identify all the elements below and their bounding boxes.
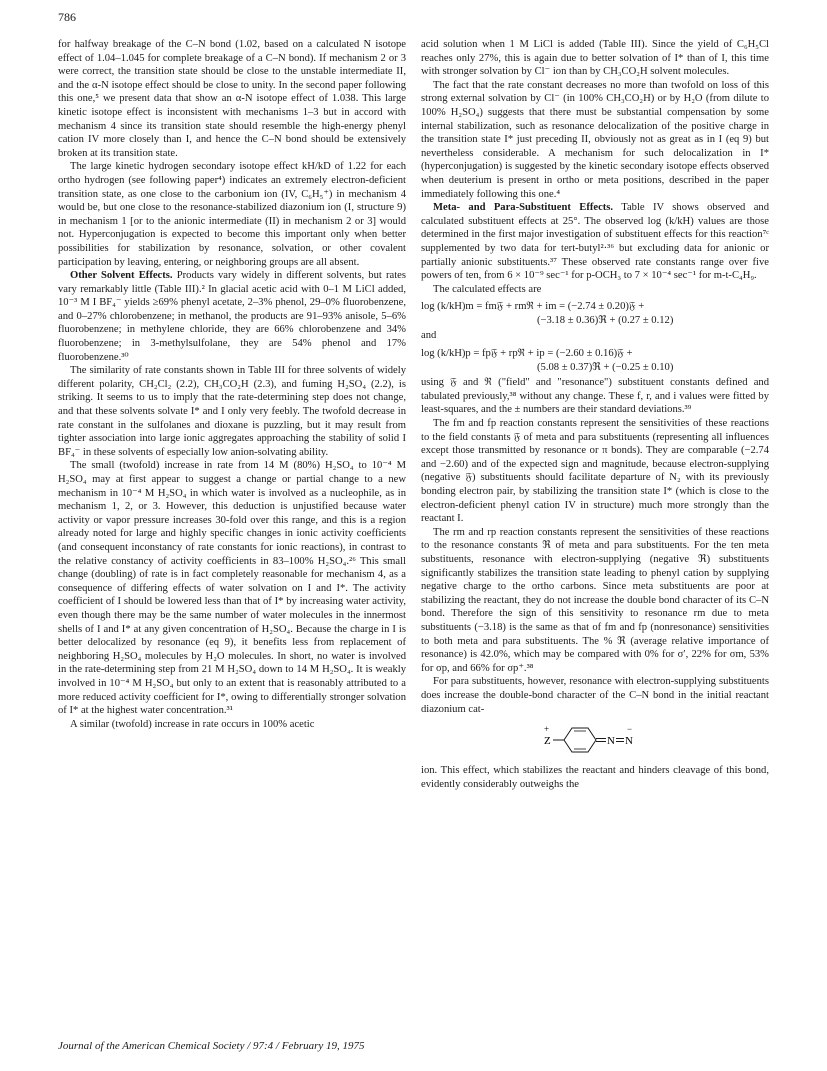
equation-and-word: and: [421, 330, 437, 342]
right-column-text-c: [421, 764, 769, 791]
paragraph-text: The small (twofold) increase in rate from 14 M (80%) H₂SO₄ to 10⁻⁴ M H₂SO₄ may at first appear to suggest a change or partial change to a new mechanism in 10⁻⁴ M H₂SO₄ in which water is involved as a nucleophile, as in mechanism 1, 2, or 3. However, this deduction is unjustified because water activity or vapor pressure increases 30-fold over this range, and this is a region already noted for large and highly specific changes in ionic activity coefficients (and consequent inconstancy of rate constants for ionic reactions), in contrast to the relative constancy of activity coefficients in 83–100% H₂SO₄.²⁶ This small change (doubling) of rate is in fact completely reasonable for mechanism 4, as a consequence of differing effects of water solvation on I and I*. The activity coefficient of I should be lowered less than that of I* by increasing water activity, even though there may be the same number of water molecules in the innermost shells of I and I* at any given concentration of H₂SO₄. Because the charge in I is better delocalized by resonance (eq 9), it benefits less from replacement of neighboring H₂SO₄ molecules by H₂O molecules. In short, no water is involved in the rate-determining step from 21 M H₂SO₄ down to 14 M H₂SO₄. It is weakly involved in 10⁻⁴ M H₂SO₄ but only to an extent that is reasonably attributed to a more reduced activity coefficient for I*, owing to differentially stronger solvation of I* at the highest water concentration.³¹: [58, 460, 406, 717]
structure-minus-label: −: [627, 724, 633, 735]
equation-meta-line2: (−3.18 ± 0.36)ℜ + (0.27 ± 0.12): [537, 314, 674, 326]
left-column: [58, 38, 406, 731]
paragraph: [58, 38, 406, 160]
paragraph-text: The fact that the rate constant decreases no more than twofold on loss of this strong external solvation by Cl⁻ (in 100% CH₃CO₂H) or by H₂O (from dilute to 100% H₂SO₄) suggests that there must be substantial compensation by some internal stabilization, such as resonance delocalization of the positive charge in the transition state I* just preceding II, obviously not as great as in I (eq 9) but nevertheless considerable. A mechanism for such delocalization in I* (hyperconjugation) is suggested by the kinetic secondary isotope effects observed when deuterium is present in ortho or meta positions, described in the paper immediately following this one.⁴: [421, 79, 769, 200]
right-column-text-b: [421, 376, 769, 716]
paragraph: [421, 526, 769, 676]
paragraph-text: Table IV shows observed and calculated substituent effects at 25°. The observed log (k/kH) values are those determined in the first major investigation of substituent effects for this reaction⁷ᶜ supplemented by two data for tert-butyl²·³⁶ but excluding data for anionic or partially anionic substituents.³⁷ These observed rate constants range over five powers of ten, from 6 × 10⁻⁹ sec⁻¹ for p-OCH₃ to 7 × 10⁻⁴ sec⁻¹ for m-t-C₄H₉.: [421, 202, 769, 282]
paragraph: [421, 283, 769, 297]
paragraph-text: For para substituents, however, resonance with electron-supplying substituents does increase the double-bond character of the C–N bond in the initial reactant diazonium cat-: [421, 676, 769, 715]
page-number: 786: [58, 10, 76, 24]
structure-plus-label: +: [544, 724, 550, 735]
equation-para-line1: log (k/kH)p = fp𝔉 + rpℜ + ip = (−2.60 ± 0.16)𝔉 +: [421, 348, 633, 360]
paragraph-text: A similar (twofold) increase in rate occurs in 100% acetic: [70, 718, 315, 730]
section-paragraph: [58, 269, 406, 364]
right-column: [421, 38, 769, 791]
paragraph: [58, 364, 406, 459]
paragraph: [421, 417, 769, 526]
diazonium-structure-figure: [540, 722, 650, 756]
paragraph-text: for halfway breakage of the C–N bond (1.02, based on a calculated N isotope effect of 1.04–1.045 for complete breakage of a C–N bond). If mechanism 2 or 3 were correct, the transition state should be close to the unstable intermediate II, and the α-N isotope effect should be close to unity. In the second paper following this one,⁵ we present data that show an α-N isotope effect of 1.038. This large kinetic isotope effect is inconsistent with mechanisms 1–3 but in accord with mechanism 4 since its transition state should resemble the high-energy phenyl cation IV more closely than I, and hence the C–N bond should be extensively broken at its transition state.: [58, 39, 406, 159]
paragraph-text: The fm and fp reaction constants represent the sensitivities of these reactions to the field constants 𝔉 of meta and para substituents (representing all influences except those transmitted by resonance or π bonds). They are comparable (−2.74 and −2.60) and of the expected sign and magnitude, because electron-supplying (negative 𝔉) substituents should facilitate departure of N₂ with its previously bonding electron pair, by stabilizing the transition state I* (which is close to the electron-deficient phenyl cation IV in structure) much more strongly than the reactant I.: [421, 418, 769, 525]
structure-ring: [564, 728, 596, 752]
equation-meta: [421, 300, 769, 327]
paragraph: [421, 376, 769, 417]
section-heading: Other Solvent Effects.: [70, 270, 173, 282]
paragraph: [58, 459, 406, 717]
structure-n1-label: N: [607, 735, 615, 748]
equation-meta-line1: log (k/kH)m = fm𝔉 + rmℜ + im = (−2.74 ± 0.20)𝔉 +: [421, 301, 645, 313]
paragraph: [421, 675, 769, 716]
equation-para-line2: (5.08 ± 0.37)ℜ + (−0.25 ± 0.10): [537, 361, 674, 373]
paragraph: [421, 38, 769, 79]
paragraph-text: using 𝔉 and ℜ ("field" and "resonance") substituent constants defined and tabulated previously,³⁸ without any change. These f, r, and i values were fitted by least-squares, and the ± numbers are their standard deviations.³⁹: [421, 377, 769, 416]
paragraph-text: The rm and rp reaction constants represent the sensitivities of these reactions to the resonance constants ℜ of meta and para substituents. For the ten meta substituents, resonance with electron-supplying (negative ℜ) substituents significantly stabilizes the transition state leading to phenyl cation by supplying negative charge to the ortho carbons. Since meta substituents are poor at stabilizing the reactant, they do not increase the double bond character of its C–N bond. Therefore the sign of this sensitivity to resonance rm due to meta substituents (−3.18) is the same as that of fm and fp (nonresonance) sensitivities to both meta and para substituents. The % ℜ (average relative importance of resonance) is 42.0%, which may be compared with 0% for σ′, 22% for σm, 53% for σp, and 66% for σp⁺.³⁸: [421, 526, 769, 674]
paragraph-text: Products vary widely in different solvents, but rates vary remarkably little (Table III).² In glacial acetic acid with 0–1 M LiCl added, 10⁻³ M I BF₄⁻ yields ≥69% phenyl acetate, 2–3% phenol, 29–0% fluorobenzene, and 0–27% chlorobenzene; in methanol, the products are 91–93% anisole, 5–6% fluorobenzene; in methylene chloride, they are 66% chlorobenzene and 34% fluorobenzene; in 3-methylsulfolane, they are 54% phenol and 17% fluorobenzene.³⁰: [58, 270, 406, 363]
structure-z-label: Z: [544, 735, 551, 748]
structure-n2-label: N: [625, 735, 633, 748]
right-column-text-a: [421, 38, 769, 296]
section-paragraph: [421, 201, 769, 283]
paragraph-text: ion. This effect, which stabilizes the reactant and hinders cleavage of this bond, evidently considerably outweighs the: [421, 765, 769, 790]
journal-footer: Journal of the American Chemical Society / 97:4 / February 19, 1975: [58, 1040, 365, 1052]
paragraph-text: The calculated effects are: [433, 283, 542, 295]
paragraph-text: The similarity of rate constants shown in Table III for three solvents of widely different polarity, CH₂Cl₂ (2.2), CH₃CO₂H (2.3), and fuming H₂SO₄ (2.2), is striking. It seems to us to imply that the rate-determining step does not change, and that these solvents solvate I* and I only very feebly. The twofold decrease in rate constant in the sulfolanes and dioxane is puzzling, but it may result from tighter association into large ionic aggregates approaching the stability of solid I BF₄⁻ in these solvents of especially low anion-solvating ability.: [58, 365, 406, 458]
paragraph: [421, 79, 769, 201]
paragraph: [58, 718, 406, 732]
equation-para: [421, 347, 769, 374]
paragraph-text: The large kinetic hydrogen secondary isotope effect kH/kD of 1.22 for each ortho hydrogen (see following paper⁴) indicates an extremely electron-deficient transition state, as one close to the carbonium ion (IV, C₆H₅⁺) in mechanism 4 would be, but one close to the resonance-stabilized diazonium ion (I, structure 9) in mechanism 1 [or to the anionic intermediate (II) in mechanism 2 or 3] would not. Hyperconjugation is expected to become this important only when better possibilities for stabilization by resonance, solvation, or other covalent participation by leaving, entering, or neighboring groups are all absent.: [58, 161, 406, 268]
paragraph: [58, 160, 406, 269]
section-heading: Meta- and Para-Substituent Effects.: [433, 202, 614, 214]
paragraph: [421, 764, 769, 791]
paragraph-text: acid solution when 1 M LiCl is added (Table III). Since the yield of C₆H₅Cl reaches only 27%, this is again due to better solvation of I* than of I, this time with stronger solvation by Cl⁻ ion than by CH₃CO₂H solvent molecules.: [421, 39, 769, 78]
